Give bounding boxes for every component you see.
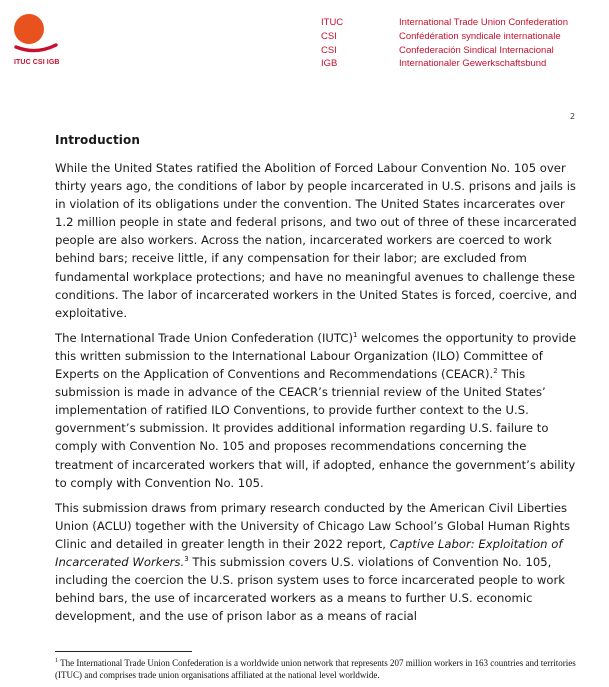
org-name-de: Internationaler Gewerkschaftsbund	[399, 58, 547, 70]
org-name-fr: Confédération syndicale internationale	[399, 30, 561, 42]
footnote-1	[55, 657, 580, 681]
report-title: Captive Labor: Exploitation of Incarcerated Workers.	[55, 536, 563, 569]
abbr-es: CSI	[321, 44, 337, 56]
abbr-de: IGB	[321, 58, 338, 70]
org-names	[399, 16, 568, 71]
paragraph-3-part-b: This submission covers U.S. violations of Convention No. 105, including the coercion the U.S. prison system uses to force incarcerated people to work behind bars, the use of incarcerated workers as a means to further U.S. economic development, and the use of prison labor as a means of racial	[55, 554, 565, 624]
footnote-text: The International Trade Union Confederation is a worldwide union network that represents 207 million workers in 163 countries and territories (ITUC) and comprises trade union organisations affiliated at the national level worldwide.	[55, 658, 576, 680]
footnote-number: 1	[55, 658, 58, 664]
document-body	[55, 133, 580, 632]
paragraph-3-part-a: This submission draws from primary research conducted by the American Civil Liberties Union (ACLU) together with the University of Chicago Law School’s Global Human Rights Clinic and detailed in greater length in their 2022 report,	[55, 500, 571, 551]
ituc-logo-icon	[14, 13, 62, 57]
logo-text: ITUC CSI IGB	[14, 59, 60, 66]
paragraph-1: While the United States ratified the Abolition of Forced Labour Convention No. 105 over thirty years ago, the conditions of labor by people incarcerated in U.S. prisons and jails is in violation of its obligations under the convention. The United States incarcerates over 1.2 million people in state and federal prisons, and two out of three of these incarcerated people are also workers. Across the nation, incarcerated workers are coerced to work behind bars; receive little, if any compensation for their labor; are excluded from fundamental workplace protections; and have no meaningful avenues to challenge these conditions. The labor of incarcerated workers in the United States is forced, coercive, and exploitative.	[55, 161, 578, 320]
footnote-divider	[55, 651, 192, 652]
section-title: Introduction	[55, 133, 140, 147]
paragraph-2-part-b: welcomes the opportunity to provide this written submission to the International Labour Organization (ILO) Committee of Experts on the Application of Conventions and Recommendations (CEACR).	[55, 330, 577, 382]
org-name-en: International Trade Union Confederation	[399, 17, 569, 28]
paragraph-2	[55, 329, 580, 492]
footnote-ref-1[interactable]: 1	[353, 330, 358, 339]
paragraph-3	[55, 499, 580, 626]
abbr-en: ITUC	[321, 17, 344, 28]
abbr-fr: CSI	[321, 30, 337, 42]
paragraph-2-part-a: The International Trade Union Confederation (IUTC)	[55, 330, 353, 345]
page-number: 2	[570, 112, 576, 121]
paragraph-2-part-c: This submission is made in advance of the CEACR’s triennial review of the United States’ implementation of ratified ILO Conventions, to provide further context to the U.S. government’s submission. It provides additional information regarding U.S. failure to comply with Convention No. 105 and proposes recommendations concerning the treatment of incarcerated workers that will, if adopted, enhance the government’s ability to comply with Convention No. 105.	[55, 367, 576, 490]
ituc-logo	[14, 13, 62, 61]
footnote-ref-2[interactable]: 2	[493, 367, 498, 376]
org-name-es: Confederación Sindical Internacional	[399, 44, 554, 56]
footnote-ref-3[interactable]: 3	[184, 555, 189, 564]
org-abbreviations	[321, 16, 343, 71]
